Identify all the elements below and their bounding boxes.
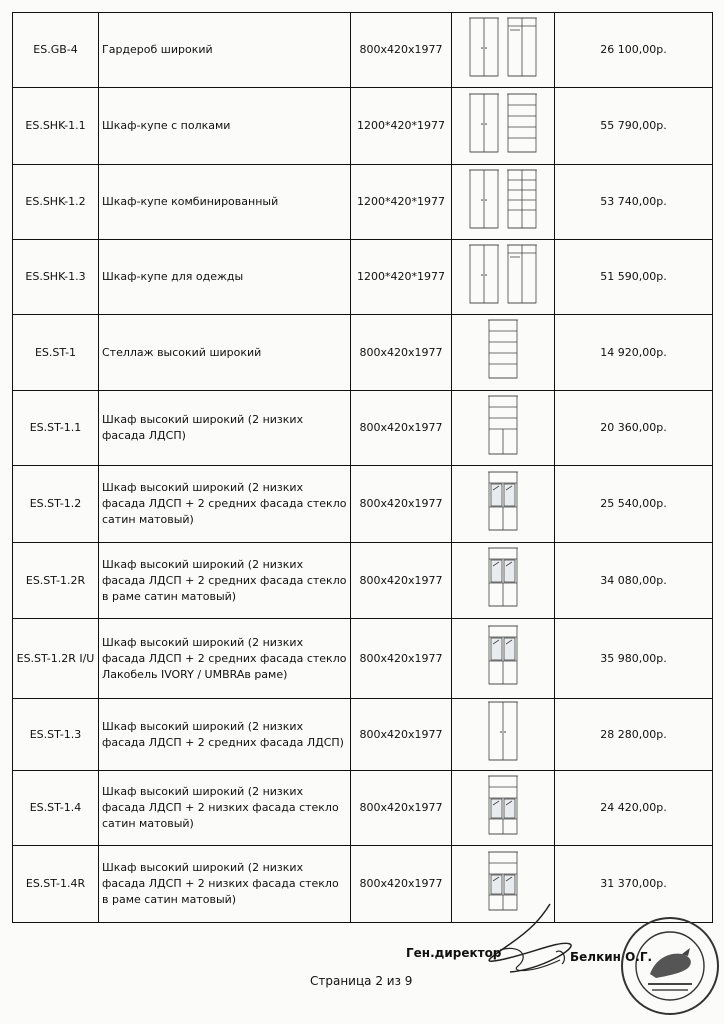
- product-name: Стеллаж высокий широкий: [99, 315, 351, 391]
- product-price: 24 420,00р.: [555, 771, 713, 846]
- product-code: ES.ST-1.2R: [13, 543, 99, 619]
- signer-title: Ген.директор: [406, 946, 502, 960]
- cabinet-lacobel-mid-image: [487, 624, 519, 688]
- table-row: [13, 315, 713, 391]
- signer-name: Белкин О.Г.: [570, 950, 653, 964]
- product-image-cell: [452, 13, 555, 88]
- page-number: Страница 2 из 9: [310, 974, 413, 988]
- product-dimensions: 800x420x1977: [351, 543, 452, 619]
- sliding-wardrobe-image: [468, 92, 500, 156]
- sliding-wardrobe-clothes-image: [506, 243, 538, 307]
- product-price: 14 920,00р.: [555, 315, 713, 391]
- table-row: [13, 699, 713, 771]
- product-name: Шкаф высокий широкий (2 низких фасада ЛДСП + 2 средних фасада стекло в раме сатин матовый): [99, 543, 351, 619]
- product-image-cell: [452, 165, 555, 240]
- product-price: 25 540,00р.: [555, 466, 713, 543]
- product-dimensions: 800x420x1977: [351, 771, 452, 846]
- product-name: Шкаф-купе комбинированный: [99, 165, 351, 240]
- table-row: [13, 771, 713, 846]
- company-stamp-image: [618, 914, 722, 1018]
- product-image-cell: [452, 391, 555, 466]
- table-row: [13, 165, 713, 240]
- product-dimensions: 1200*420*1977: [351, 240, 452, 315]
- table-row: [13, 391, 713, 466]
- product-name: Шкаф высокий широкий (2 низких фасада ЛДСП + 2 средних фасада стекло сатин матовый): [99, 466, 351, 543]
- product-name: Гардероб широкий: [99, 13, 351, 88]
- cabinet-glass-frame-mid-image: [487, 546, 519, 610]
- wardrobe-2door-image: [468, 16, 500, 80]
- sliding-wardrobe-combined-image: [506, 168, 538, 232]
- cabinet-glass-low-image: [487, 774, 519, 838]
- cabinet-glass-mid-image: [487, 470, 519, 534]
- product-image-cell: [452, 315, 555, 391]
- product-name: Шкаф-купе для одежды: [99, 240, 351, 315]
- product-image-cell: [452, 771, 555, 846]
- table-row: [13, 13, 713, 88]
- sliding-wardrobe-image: [468, 168, 500, 232]
- product-image-cell: [452, 543, 555, 619]
- product-code: ES.ST-1.2: [13, 466, 99, 543]
- product-image-cell: [452, 699, 555, 771]
- product-image-cell: [452, 240, 555, 315]
- product-dimensions: 800x420x1977: [351, 315, 452, 391]
- product-price: 31 370,00р.: [555, 846, 713, 923]
- cabinet-low-doors-image: [487, 394, 519, 458]
- product-image-cell: [452, 619, 555, 699]
- product-price: 35 980,00р.: [555, 619, 713, 699]
- product-price: 28 280,00р.: [555, 699, 713, 771]
- open-shelving-image: [487, 318, 519, 382]
- product-dimensions: 800x420x1977: [351, 619, 452, 699]
- product-dimensions: 800x420x1977: [351, 699, 452, 771]
- product-price: 53 740,00р.: [555, 165, 713, 240]
- product-dimensions: 1200*420*1977: [351, 88, 452, 165]
- wardrobe-open-image: [506, 16, 538, 80]
- product-price: 51 590,00р.: [555, 240, 713, 315]
- product-name: Шкаф высокий широкий (2 низких фасада ЛДСП + 2 низких фасада стекло в раме сатин матовый): [99, 846, 351, 923]
- product-name: Шкаф высокий широкий (2 низких фасада ЛДСП + 2 средних фасада стекло Лакобель IVORY / UMBRAв раме): [99, 619, 351, 699]
- price-table: [12, 12, 713, 923]
- table-row: [13, 543, 713, 619]
- product-dimensions: 800x420x1977: [351, 846, 452, 923]
- table-row: [13, 240, 713, 315]
- product-price: 34 080,00р.: [555, 543, 713, 619]
- product-code: ES.ST-1.2R I/U: [13, 619, 99, 699]
- product-dimensions: 800x420x1977: [351, 391, 452, 466]
- sliding-wardrobe-image: [468, 243, 500, 307]
- table-row: [13, 466, 713, 543]
- product-code: ES.ST-1.1: [13, 391, 99, 466]
- signature-image: [470, 900, 600, 980]
- product-code: ES.SHK-1.2: [13, 165, 99, 240]
- product-dimensions: 800x420x1977: [351, 466, 452, 543]
- product-code: ES.ST-1.4R: [13, 846, 99, 923]
- table-row: [13, 619, 713, 699]
- table-row: [13, 88, 713, 165]
- product-name: Шкаф-купе с полками: [99, 88, 351, 165]
- product-image-cell: [452, 466, 555, 543]
- product-code: ES.SHK-1.1: [13, 88, 99, 165]
- product-code: ES.ST-1: [13, 315, 99, 391]
- cabinet-solid-doors-image: [487, 700, 519, 764]
- product-code: ES.SHK-1.3: [13, 240, 99, 315]
- product-dimensions: 1200*420*1977: [351, 165, 452, 240]
- product-code: ES.ST-1.3: [13, 699, 99, 771]
- product-name: Шкаф высокий широкий (2 низких фасада ЛДСП + 2 низких фасада стекло сатин матовый): [99, 771, 351, 846]
- product-price: 26 100,00р.: [555, 13, 713, 88]
- sliding-wardrobe-shelves-image: [506, 92, 538, 156]
- product-price: 20 360,00р.: [555, 391, 713, 466]
- product-name: Шкаф высокий широкий (2 низких фасада ЛДСП + 2 средних фасада ЛДСП): [99, 699, 351, 771]
- table-row: [13, 846, 713, 923]
- product-name: Шкаф высокий широкий (2 низких фасада ЛДСП): [99, 391, 351, 466]
- product-dimensions: 800x420x1977: [351, 13, 452, 88]
- product-code: ES.GB-4: [13, 13, 99, 88]
- product-code: ES.ST-1.4: [13, 771, 99, 846]
- product-image-cell: [452, 88, 555, 165]
- product-price: 55 790,00р.: [555, 88, 713, 165]
